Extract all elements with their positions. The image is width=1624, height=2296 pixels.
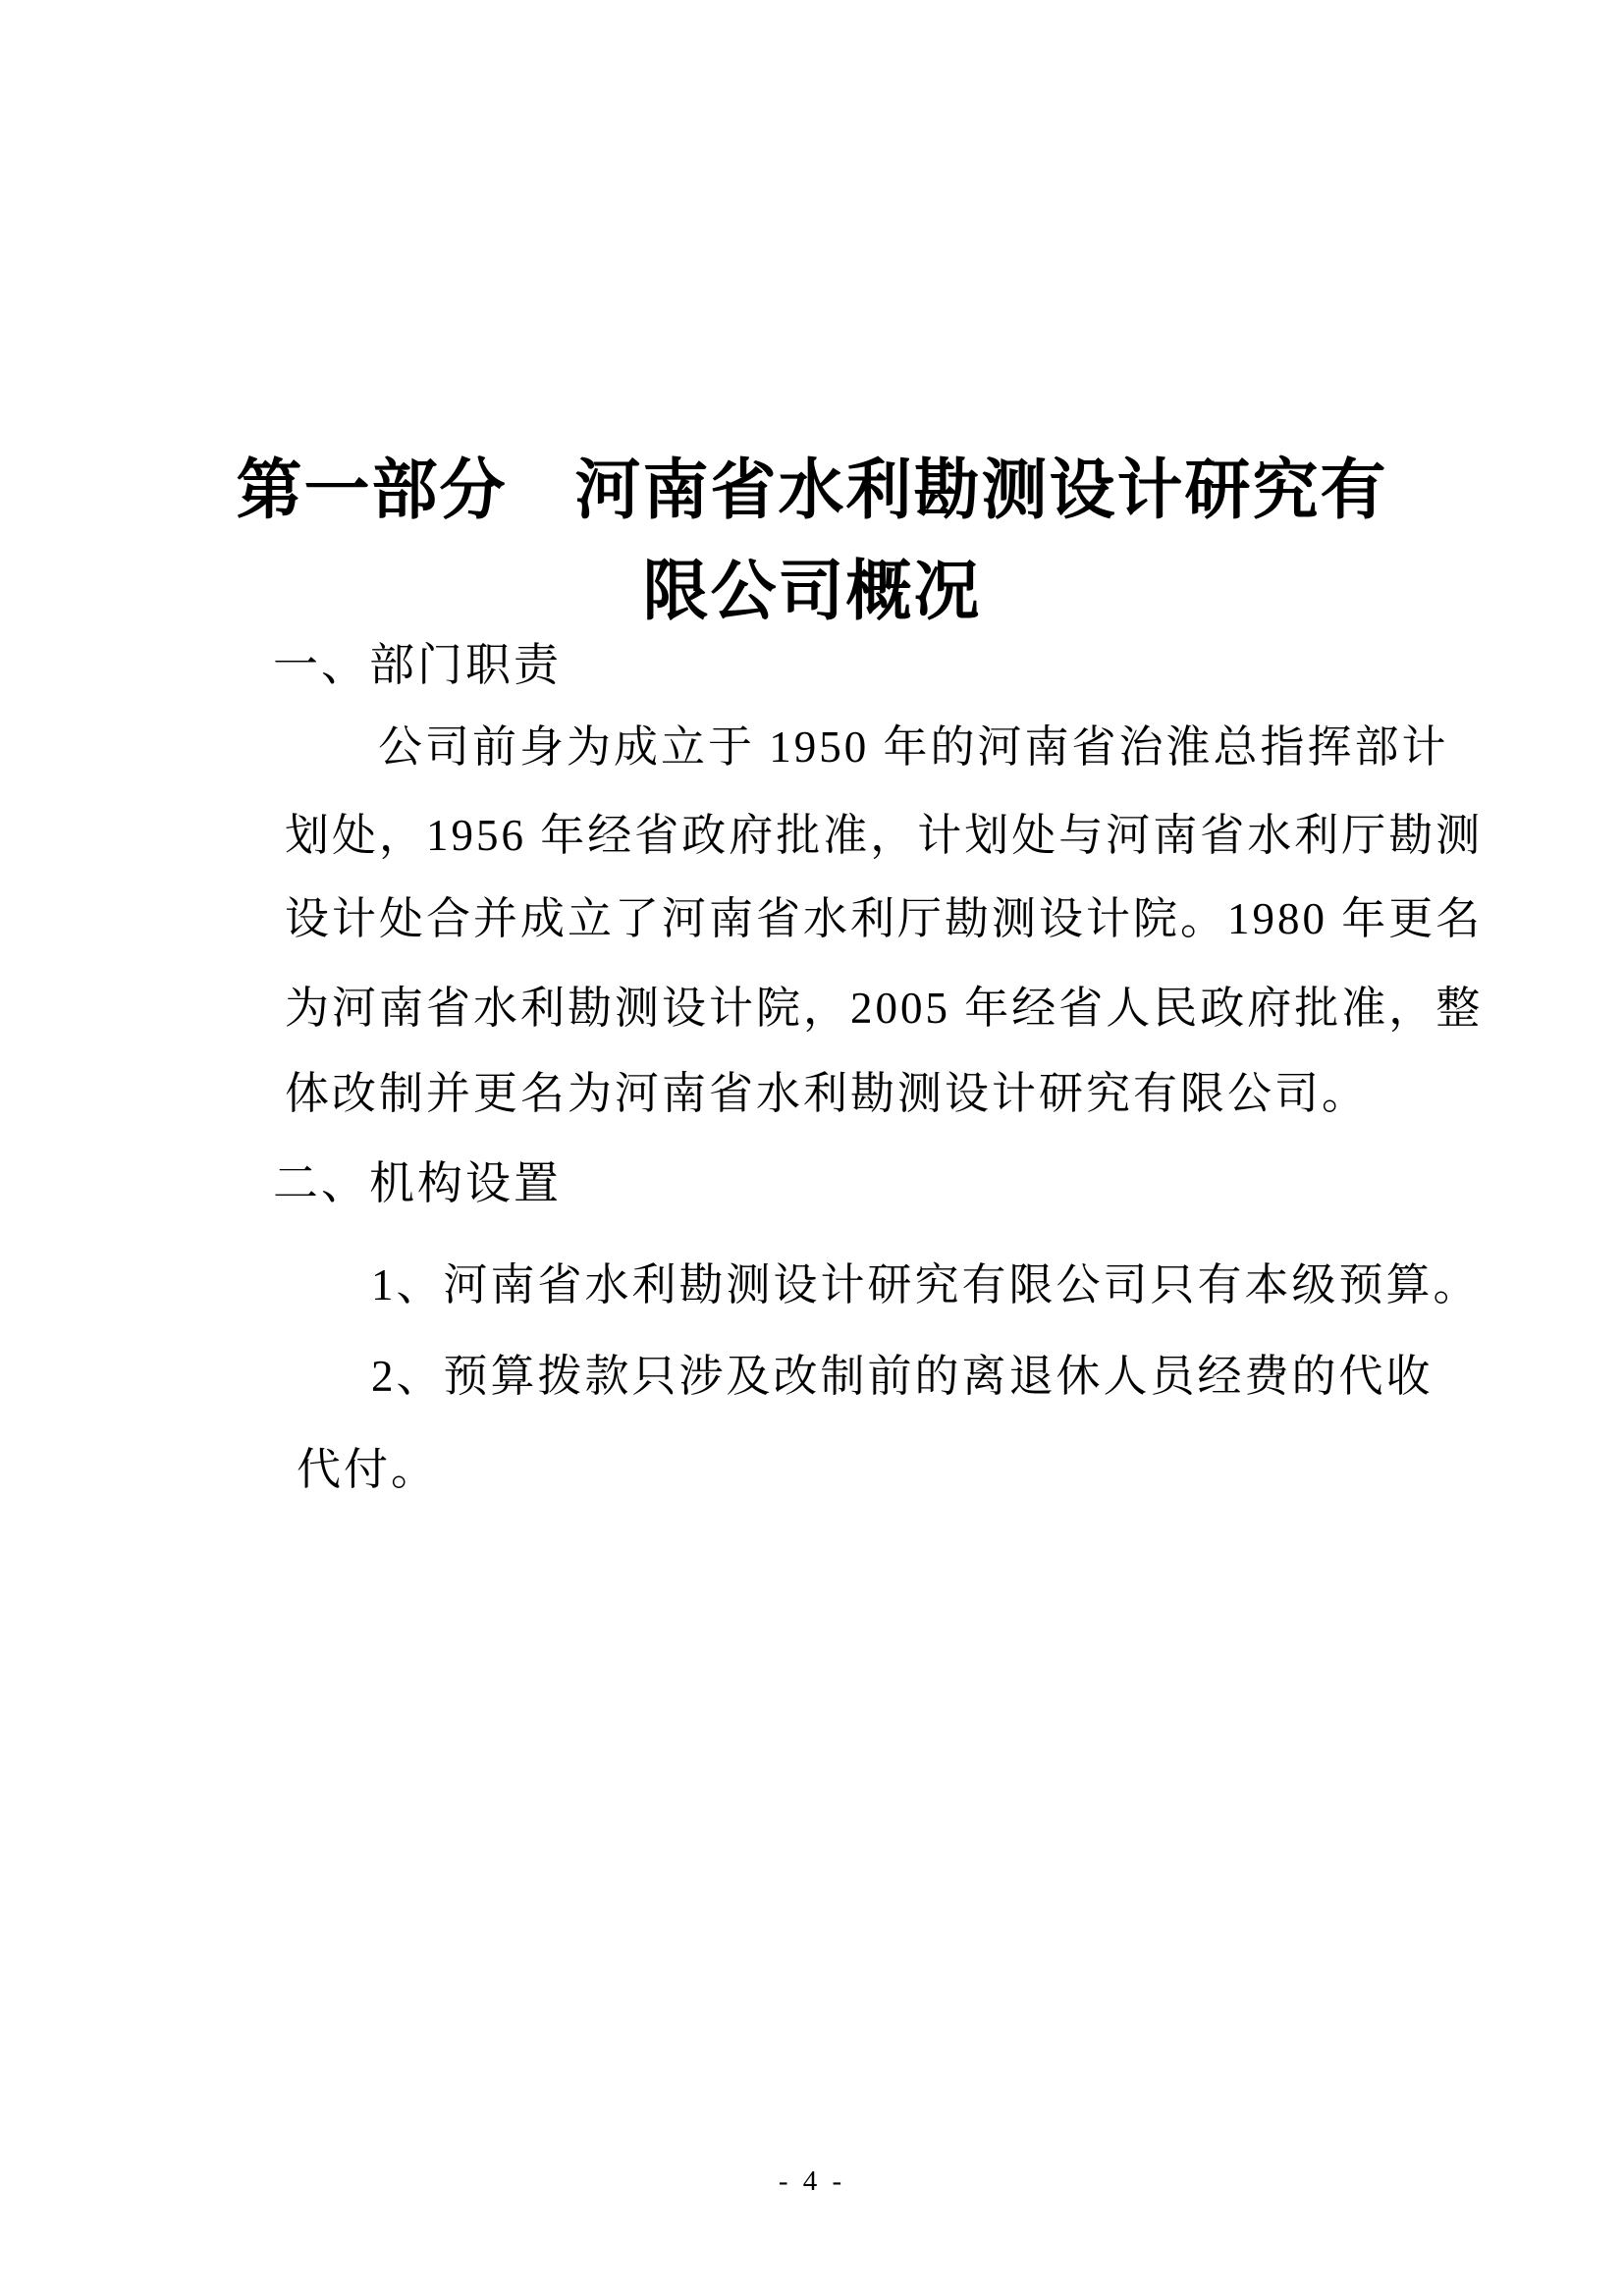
list-item-2-continuation: 代付。 (297, 1445, 439, 1494)
title-line-2: 限公司概况 (642, 555, 982, 628)
section-2-heading: 二、机构设置 (273, 1158, 562, 1208)
page-number: - 4 - (778, 2165, 846, 2197)
list-item-1: 1、河南省水利勘测设计研究有限公司只有本级预算。 (371, 1260, 1481, 1309)
paragraph-line-3: 设计处合并成立了河南省水利厅勘测设计院。1980 年更名 (285, 894, 1484, 943)
paragraph-line-1: 公司前身为成立于 1950 年的河南省治淮总指挥部计 (378, 722, 1449, 772)
document-title (0, 440, 1624, 642)
title-line-1: 第一部分 河南省水利勘测设计研究有 (236, 454, 1388, 527)
paragraph-line-5: 体改制并更名为河南省水利勘测设计研究有限公司。 (285, 1069, 1370, 1118)
list-item-2: 2、预算拨款只涉及改制前的离退休人员经费的代收 (371, 1352, 1434, 1401)
paragraph-line-4: 为河南省水利勘测设计院，2005 年经省人民政府批准，整 (285, 984, 1484, 1033)
paragraph-line-2: 划处，1956 年经省政府批准，计划处与河南省水利厅勘测 (285, 811, 1484, 860)
section-1-heading: 一、部门职责 (273, 640, 562, 690)
